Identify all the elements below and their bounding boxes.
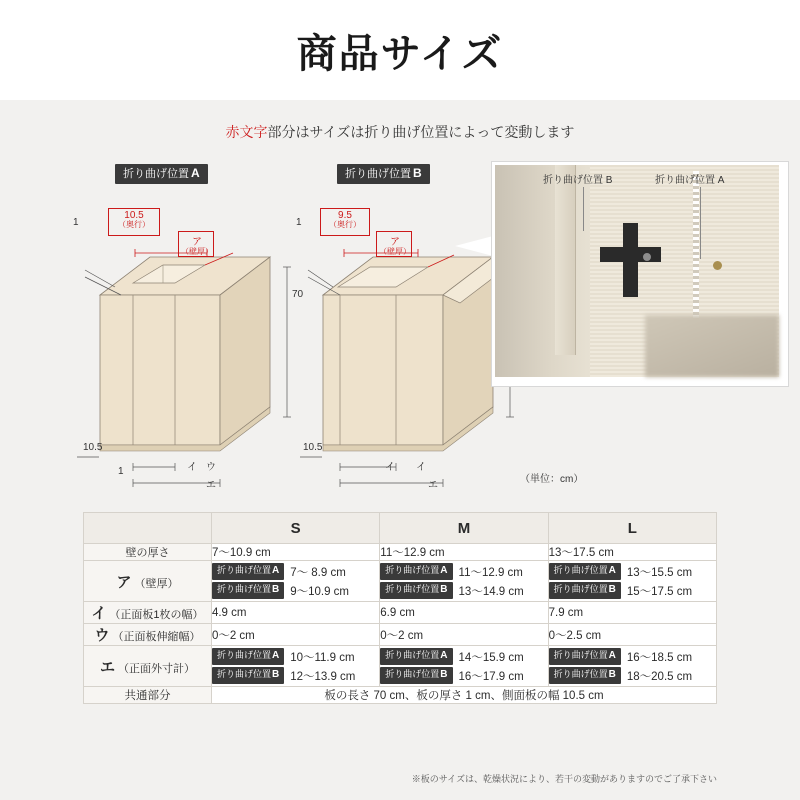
row-label-i-main: イ xyxy=(91,605,107,622)
minibadge-letter: B xyxy=(271,584,280,595)
dim-b-depth-value: 9.5 xyxy=(338,210,352,221)
minibadge-prefix: 折り曲げ位置 xyxy=(216,565,271,575)
cell-e-m-line-b xyxy=(380,667,547,684)
row-label-u-main: ウ xyxy=(94,627,110,644)
cell-a-l-line-a xyxy=(549,563,716,580)
row-label-u xyxy=(84,624,212,646)
dim-a-bottom-small: 1 xyxy=(118,466,124,477)
minibadge-letter: A xyxy=(271,565,280,576)
minibadge-prefix: 折り曲げ位置 xyxy=(385,565,440,575)
table-row-common xyxy=(84,687,717,704)
row-label-a-main: ア xyxy=(116,573,132,591)
subtitle-rest-text: 部分はサイズは折り曲げ位置によって変動します xyxy=(267,124,575,140)
minibadge-fold-a xyxy=(380,563,452,580)
photo-label-fold-a: 折り曲げ位置 A xyxy=(655,175,725,186)
badge-fold-position-b xyxy=(337,164,430,184)
dim-b-depth-label: （奥行） xyxy=(329,220,361,229)
cell-a-s xyxy=(211,561,379,602)
cell-e-l-value-a: 16〜18.5 cm xyxy=(626,651,693,664)
dim-b-depth-box xyxy=(320,208,370,236)
cell-u-s: 0〜2 cm xyxy=(211,624,379,646)
dim-a-depth-value: 10.5 xyxy=(124,210,144,221)
dim-a-height: 70 xyxy=(292,289,304,300)
photo-left-panel xyxy=(495,165,591,377)
footnote: ※板のサイズは、乾燥状況により、若干の変動がありますのでご了承下さい xyxy=(411,774,717,784)
photo-leader-b xyxy=(583,187,584,231)
minibadge-prefix: 折り曲げ位置 xyxy=(385,584,440,594)
minibadge-prefix: 折り曲げ位置 xyxy=(553,565,608,575)
photo-board xyxy=(555,165,576,355)
cell-a-s-line-a xyxy=(212,563,379,580)
row-label-wall-thickness-text: 壁の厚さ xyxy=(125,547,170,559)
minibadge-letter: A xyxy=(608,565,616,576)
cell-a-m-line-a xyxy=(380,563,547,580)
dim-a-left-thickness: 1 xyxy=(73,217,79,228)
cell-a-s-value-a: 7〜 8.9 cm xyxy=(290,566,346,579)
minibadge-fold-a xyxy=(212,648,284,665)
spec-table xyxy=(83,512,717,704)
minibadge-fold-b xyxy=(380,667,452,684)
dim-b-left-thickness: 1 xyxy=(296,217,302,228)
badge-fold-position-a xyxy=(115,164,208,184)
minibadge-letter: A xyxy=(271,650,280,661)
cell-i-m: 6.9 cm xyxy=(380,602,548,624)
row-label-common: 共通部分 xyxy=(84,687,212,704)
table-row xyxy=(84,624,717,646)
photo-label-fold-b: 折り曲げ位置 B xyxy=(543,175,613,186)
cell-common-value: 板の長さ 70 cm、板の厚さ 1 cm、側面板の幅 10.5 cm xyxy=(211,687,716,704)
dim-b-arrow-label: ア xyxy=(390,237,400,248)
cell-wall-thickness-l: 13〜17.5 cm xyxy=(548,544,716,561)
minibadge-prefix: 折り曲げ位置 xyxy=(553,584,608,594)
diagram-area xyxy=(0,150,800,510)
dim-a-depth-box xyxy=(108,208,160,236)
dim-b-arrow-sub: （壁厚） xyxy=(379,247,411,256)
header-corner xyxy=(84,513,212,544)
cell-e-l-line-b xyxy=(549,667,716,684)
minibadge-fold-b xyxy=(549,667,621,684)
minibadge-letter: A xyxy=(440,565,448,576)
dim-b-bottom-i: イ xyxy=(385,462,395,473)
row-label-e-main: エ xyxy=(99,658,115,676)
row-label-i xyxy=(84,602,212,624)
table-row xyxy=(84,646,717,687)
cell-e-m-value-a: 14〜15.9 cm xyxy=(458,651,524,664)
row-label-a-sub: （壁厚） xyxy=(134,577,179,590)
photo-inset xyxy=(492,162,788,386)
cell-a-m-line-b xyxy=(380,582,547,599)
photo-leader-a xyxy=(700,187,701,259)
dim-a-bottom-u: ウ xyxy=(206,462,216,473)
table-row xyxy=(84,544,717,561)
cell-wall-thickness-m: 11〜12.9 cm xyxy=(380,544,548,561)
minibadge-fold-b xyxy=(380,582,452,599)
cell-e-l xyxy=(548,646,716,687)
row-label-e-sub: （正面外寸計） xyxy=(117,662,195,675)
minibadge-prefix: 折り曲げ位置 xyxy=(553,650,608,660)
cell-e-s-line-b xyxy=(212,667,379,684)
cell-e-s-line-a xyxy=(212,648,379,665)
dim-b-arrow-box xyxy=(376,231,412,257)
dim-a-bottom-left: 10.5 xyxy=(83,442,103,453)
cell-e-s xyxy=(211,646,379,687)
minibadge-prefix: 折り曲げ位置 xyxy=(385,650,440,660)
row-label-u-sub: （正面板伸縮幅） xyxy=(112,631,201,643)
dim-b-bottom-left: 10.5 xyxy=(303,442,323,453)
badge-b-prefix: 折り曲げ位置 xyxy=(345,168,411,180)
cell-a-l-line-b xyxy=(549,582,716,599)
cell-i-s: 4.9 cm xyxy=(211,602,379,624)
cell-e-l-line-a xyxy=(549,648,716,665)
cell-a-m xyxy=(380,561,548,602)
cell-a-l-value-a: 13〜15.5 cm xyxy=(626,566,693,579)
badge-b-letter: B xyxy=(413,166,422,180)
subtitle-red-text: 赤文字 xyxy=(225,124,268,140)
minibadge-fold-a xyxy=(549,648,621,665)
page-title: 商品サイズ xyxy=(296,32,504,76)
row-label-e xyxy=(84,646,212,687)
dim-a-arrow-box xyxy=(178,231,214,257)
cell-e-s-value-a: 10〜11.9 cm xyxy=(290,651,355,664)
dim-a-bottom-e: エ xyxy=(206,480,216,491)
table-row xyxy=(84,561,717,602)
cell-wall-thickness-s: 7〜10.9 cm xyxy=(211,544,379,561)
minibadge-letter: B xyxy=(440,669,448,680)
cell-a-m-value-b: 13〜14.9 cm xyxy=(458,585,524,598)
cell-e-s-value-b: 12〜13.9 cm xyxy=(290,670,356,683)
dim-b-bottom-e: エ xyxy=(428,480,438,491)
header-size-l: L xyxy=(548,513,716,544)
row-label-a xyxy=(84,561,212,602)
cell-e-m-value-b: 16〜17.9 cm xyxy=(458,670,524,683)
table-row xyxy=(84,602,717,624)
minibadge-letter: A xyxy=(440,650,448,661)
cell-a-l xyxy=(548,561,716,602)
photo-image xyxy=(495,165,779,377)
minibadge-letter: B xyxy=(608,669,616,680)
badge-a-prefix: 折り曲げ位置 xyxy=(123,168,189,180)
minibadge-letter: B xyxy=(271,669,280,680)
cell-e-m-line-a xyxy=(380,648,547,665)
minibadge-fold-a xyxy=(212,563,284,580)
spec-table-wrapper xyxy=(83,512,717,704)
cell-a-l-value-b: 15〜17.5 cm xyxy=(626,585,693,598)
minibadge-prefix: 折り曲げ位置 xyxy=(216,650,271,660)
cell-u-m: 0〜2 cm xyxy=(380,624,548,646)
dim-a-bottom-i: イ xyxy=(187,462,197,473)
cell-e-l-value-b: 18〜20.5 cm xyxy=(626,670,693,683)
badge-a-letter: A xyxy=(191,166,200,180)
subtitle xyxy=(0,122,800,142)
photo-foreground-blur xyxy=(645,315,779,377)
header-size-m: M xyxy=(380,513,548,544)
dim-b-bottom-i2: イ xyxy=(416,462,426,473)
minibadge-fold-b xyxy=(212,667,284,684)
dim-a-arrow-label: ア xyxy=(192,237,202,248)
minibadge-fold-b xyxy=(549,582,621,599)
photo-pin xyxy=(643,253,651,261)
minibadge-fold-b xyxy=(212,582,284,599)
cell-a-m-value-a: 11〜12.9 cm xyxy=(458,566,523,579)
dim-a-arrow-sub: （壁厚） xyxy=(181,247,213,256)
unit-note: （単位：cm） xyxy=(520,474,584,485)
row-label-wall-thickness xyxy=(84,544,212,561)
dim-a-depth-label: （奥行） xyxy=(118,220,150,229)
minibadge-prefix: 折り曲げ位置 xyxy=(216,669,271,679)
minibadge-prefix: 折り曲げ位置 xyxy=(553,669,608,679)
cell-a-s-line-b xyxy=(212,582,379,599)
photo-screw xyxy=(713,261,722,270)
photo-cross-horizontal xyxy=(600,247,661,262)
table-header-row xyxy=(84,513,717,544)
cell-a-s-value-b: 9〜10.9 cm xyxy=(290,585,349,598)
minibadge-prefix: 折り曲げ位置 xyxy=(216,584,271,594)
minibadge-letter: A xyxy=(608,650,616,661)
page-header xyxy=(0,0,800,100)
minibadge-letter: B xyxy=(608,584,616,595)
inset-pointer xyxy=(455,236,493,256)
cell-u-l: 0〜2.5 cm xyxy=(548,624,716,646)
cell-i-l: 7.9 cm xyxy=(548,602,716,624)
minibadge-fold-a xyxy=(380,648,452,665)
cell-e-m xyxy=(380,646,548,687)
header-size-s: S xyxy=(211,513,379,544)
minibadge-prefix: 折り曲げ位置 xyxy=(385,669,440,679)
row-label-i-sub: （正面板1枚の幅） xyxy=(109,609,204,621)
minibadge-letter: B xyxy=(440,584,448,595)
minibadge-fold-a xyxy=(549,563,621,580)
